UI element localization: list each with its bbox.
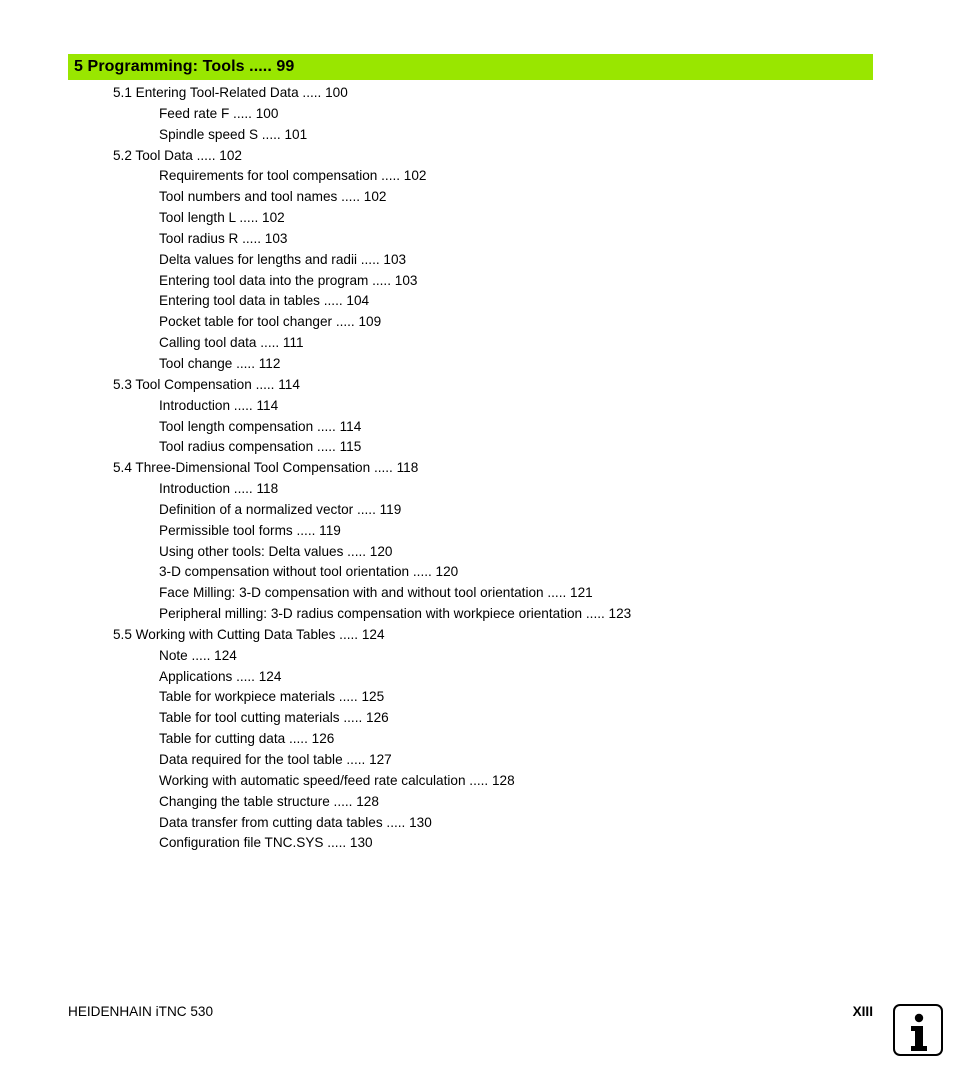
toc-subsection-entry[interactable]: Note ..... 124 — [159, 647, 237, 663]
toc-subsection-entry[interactable]: Requirements for tool compensation ..... 102 — [159, 168, 427, 184]
toc-subsection-entry[interactable]: Changing the table structure ..... 128 — [159, 793, 379, 809]
toc-subsection-entry[interactable]: Definition of a normalized vector ..... 119 — [159, 501, 402, 517]
toc-subsection-entry[interactable]: 3-D compensation without tool orientation ..... 120 — [159, 564, 459, 580]
info-icon-glyph — [895, 1006, 941, 1054]
chapter-heading-bar — [68, 54, 873, 80]
toc-subsection-entry[interactable]: Data required for the tool table ..... 127 — [159, 752, 392, 767]
toc-subsection-entry[interactable]: Tool radius R ..... 103 — [159, 230, 288, 246]
toc-subsection-entry[interactable]: Entering tool data into the program ..... 103 — [159, 272, 418, 288]
toc-subsection-entry[interactable]: Introduction ..... 114 — [159, 397, 279, 413]
toc-subsection-entry[interactable]: Tool change ..... 112 — [159, 355, 281, 371]
toc-subsection-entry[interactable]: Applications ..... 124 — [159, 668, 282, 684]
table-of-contents — [0, 83, 900, 854]
page-number: XIII — [852, 1004, 873, 1019]
toc-section-entry[interactable]: 5.2 Tool Data ..... 102 — [113, 147, 242, 163]
toc-subsection-entry[interactable]: Delta values for lengths and radii ..... 103 — [159, 251, 407, 267]
footer-product-name: HEIDENHAIN iTNC 530 — [68, 1004, 214, 1019]
toc-subsection-entry[interactable]: Tool length compensation ..... 114 — [159, 418, 362, 434]
toc-subsection-entry[interactable]: Peripheral milling: 3-D radius compensation with workpiece orientation ..... 123 — [159, 606, 632, 622]
toc-subsection-entry[interactable]: Permissible tool forms ..... 119 — [159, 522, 341, 538]
toc-subsection-entry[interactable]: Table for workpiece materials ..... 125 — [159, 689, 385, 705]
info-icon[interactable] — [893, 1004, 943, 1056]
chapter-title[interactable]: 5 Programming: Tools ..... 99 — [74, 58, 295, 75]
toc-subsection-entry[interactable]: Tool numbers and tool names ..... 102 — [159, 189, 387, 205]
toc-section-entry[interactable]: 5.4 Three-Dimensional Tool Compensation ..... 118 — [113, 460, 419, 476]
toc-subsection-entry[interactable]: Calling tool data ..... 111 — [159, 335, 304, 351]
toc-subsection-entry[interactable]: Working with automatic speed/feed rate calculation ..... 128 — [159, 772, 515, 788]
toc-subsection-entry[interactable]: Data transfer from cutting data tables ..... 130 — [159, 814, 432, 830]
toc-subsection-entry[interactable]: Table for tool cutting materials ..... 126 — [159, 710, 389, 726]
toc-subsection-entry[interactable]: Tool radius compensation ..... 115 — [159, 439, 362, 455]
toc-subsection-entry[interactable]: Pocket table for tool changer ..... 109 — [159, 314, 382, 330]
toc-subsection-entry[interactable]: Table for cutting data ..... 126 — [159, 731, 335, 747]
toc-section-entry[interactable]: 5.3 Tool Compensation ..... 114 — [113, 376, 300, 392]
toc-subsection-entry[interactable]: Spindle speed S ..... 101 — [159, 126, 308, 142]
toc-subsection-entry[interactable]: Introduction ..... 118 — [159, 481, 279, 497]
toc-section-entry[interactable]: 5.1 Entering Tool-Related Data ..... 100 — [113, 85, 348, 100]
toc-subsection-entry[interactable]: Entering tool data in tables ..... 104 — [159, 293, 370, 309]
toc-subsection-entry[interactable]: Configuration file TNC.SYS ..... 130 — [159, 835, 373, 851]
toc-section-entry[interactable]: 5.5 Working with Cutting Data Tables ..... 124 — [113, 626, 385, 642]
toc-subsection-entry[interactable]: Feed rate F ..... 100 — [159, 105, 279, 121]
toc-subsection-entry[interactable]: Using other tools: Delta values ..... 120 — [159, 543, 393, 559]
toc-subsection-entry[interactable]: Tool length L ..... 102 — [159, 210, 285, 226]
toc-subsection-entry[interactable]: Face Milling: 3-D compensation with and without tool orientation ..... 121 — [159, 585, 593, 601]
